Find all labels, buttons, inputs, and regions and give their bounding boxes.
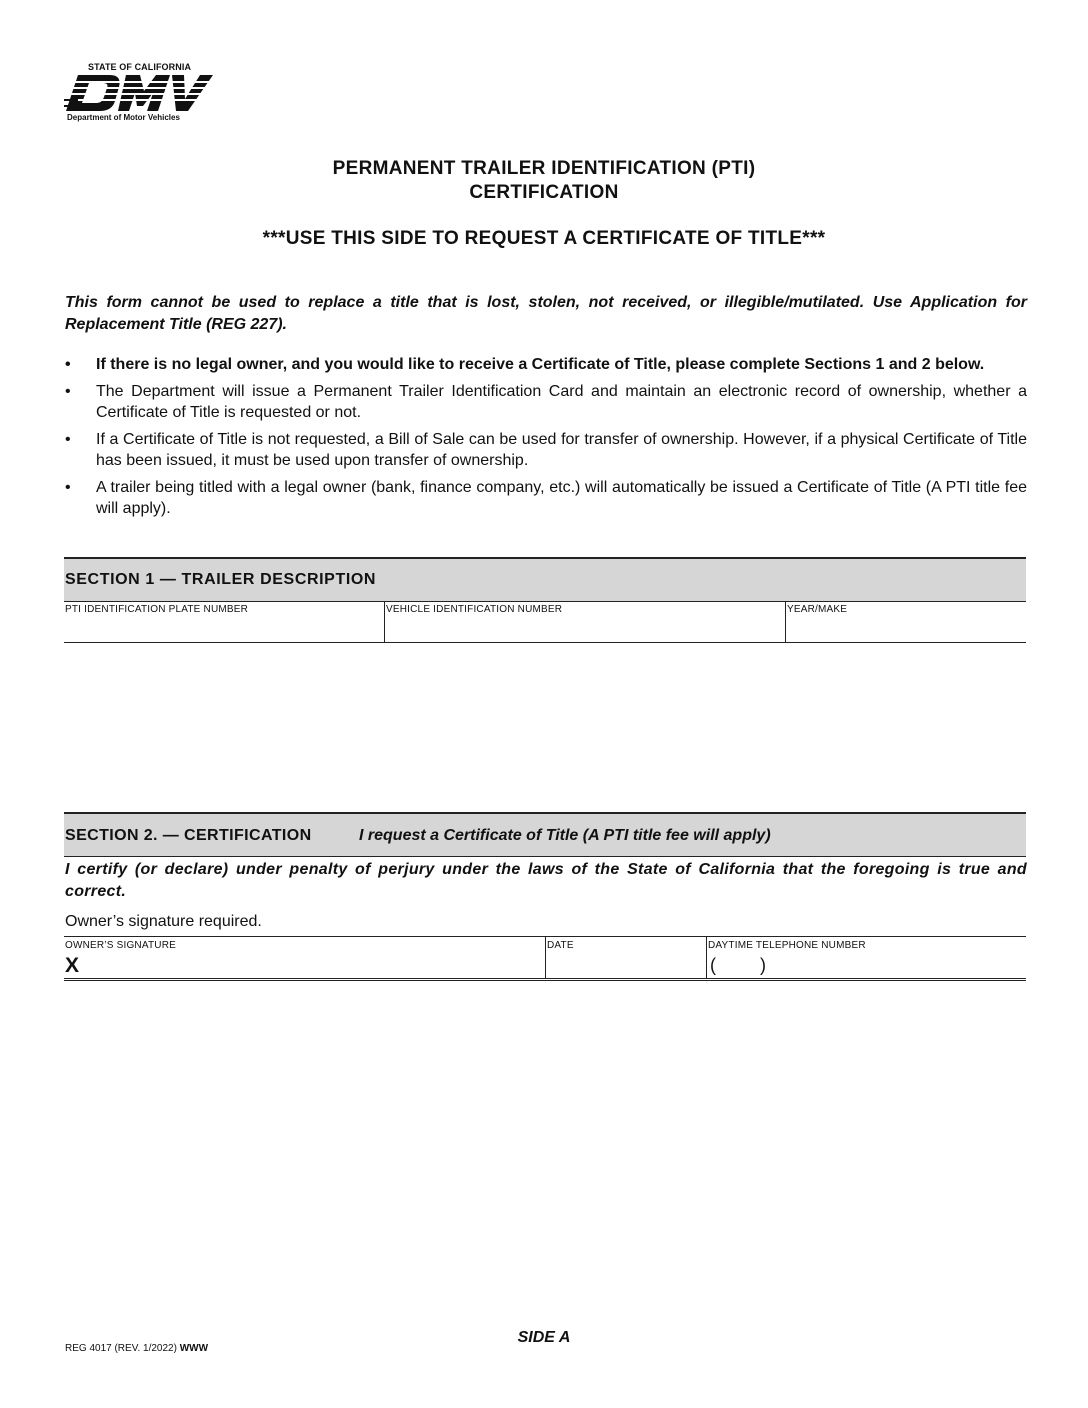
form-title-line1: PERMANENT TRAILER IDENTIFICATION (PTI) — [332, 158, 756, 179]
section1-header — [64, 557, 1026, 602]
instruction-list — [65, 354, 1027, 525]
list-item — [65, 381, 1027, 423]
section2-header — [64, 812, 1026, 857]
phone-area-close-paren: ) — [760, 955, 766, 975]
dmv-logo — [64, 62, 216, 124]
owner-signature-required: Owner’s signature required. — [65, 913, 262, 930]
form-number-suffix: WWW — [179, 1343, 209, 1354]
signature-x-mark: X — [65, 954, 80, 977]
form-title — [0, 157, 1088, 205]
list-item — [65, 354, 1027, 375]
date-label: DATE — [547, 940, 574, 951]
list-item-text: If there is no legal owner, and you would like to receive a Certificate of Title, please complete Sections 1 and 2 below. — [96, 356, 985, 373]
signature-row — [64, 936, 1026, 979]
section1-fields — [64, 601, 1026, 643]
year-make-field[interactable] — [785, 601, 1026, 642]
list-item — [65, 429, 1027, 471]
owner-signature-field[interactable] — [64, 937, 545, 978]
list-item-text: A trailer being titled with a legal owner (bank, finance company, etc.) will automatically be issued a Certificate of Title (A PTI title fee will apply). — [96, 479, 1027, 517]
section1-heading: SECTION 1 — TRAILER DESCRIPTION — [65, 571, 377, 588]
daytime-phone-label: DAYTIME TELEPHONE NUMBER — [708, 940, 866, 951]
form-number-text: REG 4017 (REV. 1/2022) — [65, 1343, 177, 1354]
owner-signature-label: OWNER’S SIGNATURE — [65, 940, 176, 951]
dmv-wordmark-icon — [64, 73, 214, 113]
section2-request-text: I request a Certificate of Title (A PTI title fee will apply) — [359, 827, 771, 844]
phone-area-open-paren: ( — [710, 955, 716, 975]
bullet-icon: • — [65, 383, 71, 400]
intro-notice: This form cannot be used to replace a title that is lost, stolen, not received, or illegible/mutilated. Use Application for Replacement Title (REG 227). — [65, 294, 1027, 333]
list-item-text: If a Certificate of Title is not requested, a Bill of Sale can be used for transfer of ownership. However, if a physical Certificate of Title has been issued, it must be used upon transfer of ownership. — [96, 431, 1027, 469]
vin-label: VEHICLE IDENTIFICATION NUMBER — [386, 604, 563, 615]
list-item-text: The Department will issue a Permanent Trailer Identification Card and maintain an electronic record of ownership, whether a Certificate of Title is requested or not. — [96, 383, 1027, 421]
vin-field[interactable] — [384, 601, 785, 642]
logo-department-text: Department of Motor Vehicles — [67, 113, 180, 122]
form-title-line2: CERTIFICATION — [469, 182, 619, 203]
list-item — [65, 477, 1027, 519]
daytime-phone-field[interactable] — [706, 937, 1026, 978]
signature-row-double-rule — [64, 980, 1026, 981]
bullet-icon: • — [65, 356, 71, 373]
date-field[interactable] — [545, 937, 706, 978]
bullet-icon: • — [65, 479, 71, 496]
certification-statement: I certify (or declare) under penalty of perjury under the laws of the State of California that the foregoing is true and correct. — [65, 861, 1027, 900]
side-indicator: SIDE A — [517, 1329, 571, 1346]
bullet-icon: • — [65, 431, 71, 448]
pti-plate-label: PTI IDENTIFICATION PLATE NUMBER — [65, 604, 249, 615]
form-number — [65, 1343, 208, 1354]
form-subtitle: ***USE THIS SIDE TO REQUEST A CERTIFICATE OF TITLE*** — [262, 228, 826, 249]
logo-state-text: STATE OF CALIFORNIA — [88, 62, 192, 72]
pti-plate-field[interactable] — [64, 601, 384, 642]
section2-heading: SECTION 2. — CERTIFICATION — [65, 827, 312, 844]
year-make-label: YEAR/MAKE — [787, 604, 848, 615]
